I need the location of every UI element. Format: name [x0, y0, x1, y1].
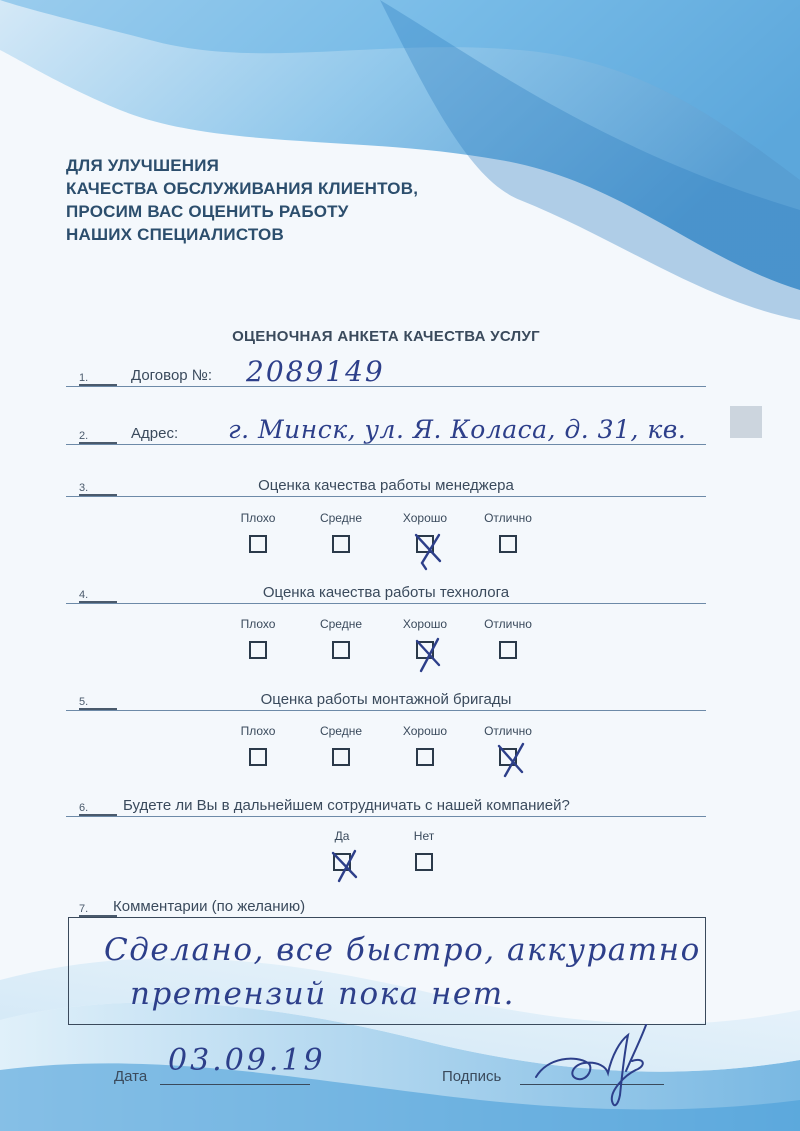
rating-options-manager [215, 511, 555, 559]
option-label: Да [334, 829, 350, 843]
option-label: Средне [319, 617, 363, 631]
intro-line: КАЧЕСТВА ОБСЛУЖИВАНИЯ КЛИЕНТОВ, [66, 179, 419, 198]
question-number: 6. [79, 802, 117, 816]
address-label: Адрес: [131, 425, 179, 442]
comments-label: Комментарии (по желанию) [113, 898, 306, 915]
checkbox[interactable] [415, 853, 433, 871]
intro-line: НАШИХ СПЕЦИАЛИСТОВ [66, 225, 284, 244]
comments-row [66, 893, 706, 917]
checkbox-checked[interactable] [416, 641, 434, 659]
comment-line: Сделано, все быстро, аккуратно [104, 932, 701, 968]
checkbox[interactable] [332, 641, 350, 659]
rating-option [301, 617, 381, 659]
checkbox[interactable] [332, 535, 350, 553]
option-label: Плохо [240, 617, 276, 631]
question-number: 5. [79, 696, 117, 710]
question-number: 2. [79, 430, 117, 444]
check-mark-icon [495, 742, 527, 786]
question-row-manager [66, 472, 706, 497]
yes-no-options [302, 829, 482, 877]
option-label: Нет [413, 829, 435, 843]
checkbox[interactable] [332, 748, 350, 766]
checkbox[interactable] [416, 748, 434, 766]
question-label: Оценка качества работы менеджера [258, 477, 514, 494]
check-mark-icon [329, 847, 361, 891]
checkbox-checked[interactable] [416, 535, 434, 553]
checkbox[interactable] [249, 535, 267, 553]
address-row [66, 415, 706, 445]
option-label: Хорошо [402, 617, 448, 631]
contract-row [66, 355, 706, 388]
rating-options-technologist [215, 617, 555, 665]
question-row-technologist [66, 579, 706, 604]
option-label: Плохо [240, 724, 276, 738]
question-label: Оценка работы монтажной бригады [260, 691, 512, 708]
checkbox-checked[interactable] [499, 748, 517, 766]
rating-option [468, 511, 548, 553]
check-mark-icon [412, 529, 444, 573]
question-label: Будете ли Вы в дальнейшем сотрудничать с нашей компанией? [123, 797, 570, 814]
rating-option [385, 724, 465, 766]
checkbox[interactable] [499, 535, 517, 553]
option-label: Отлично [484, 511, 532, 525]
contract-label: Договор №: [131, 367, 213, 384]
rating-option [218, 617, 298, 659]
question-number: 1. [79, 372, 117, 386]
rating-option [302, 829, 382, 871]
question-label: Оценка качества работы технолога [262, 584, 510, 601]
checkbox[interactable] [499, 641, 517, 659]
rating-option [218, 724, 298, 766]
rating-option [301, 511, 381, 553]
rating-option [468, 617, 548, 659]
rating-options-installation-team [215, 724, 555, 772]
question-row-future-cooperation [66, 792, 706, 817]
contract-number-field[interactable]: 2089149 [246, 355, 385, 388]
intro-line: ПРОСИМ ВАС ОЦЕНИТЬ РАБОТУ [66, 202, 349, 221]
option-label: Средне [319, 511, 363, 525]
option-label: Отлично [484, 724, 532, 738]
checkbox-checked[interactable] [333, 853, 351, 871]
rating-option [218, 511, 298, 553]
signature-image[interactable] [528, 1005, 668, 1115]
question-number: 4. [79, 589, 117, 603]
option-label: Средне [319, 724, 363, 738]
intro-heading [66, 154, 586, 246]
rating-option [385, 511, 465, 553]
question-number: 3. [79, 482, 117, 496]
rating-option [384, 829, 464, 871]
question-number: 7. [79, 903, 117, 917]
form-title: ОЦЕНОЧНАЯ АНКЕТА КАЧЕСТВА УСЛУГ [232, 328, 540, 345]
date-line [160, 1084, 310, 1085]
checkbox[interactable] [249, 748, 267, 766]
date-label: Дата [114, 1068, 148, 1085]
signature-label: Подпись [442, 1068, 502, 1085]
rating-option [301, 724, 381, 766]
redacted-area [730, 406, 762, 438]
question-row-installation-team [66, 686, 706, 711]
option-label: Отлично [484, 617, 532, 631]
checkbox[interactable] [249, 641, 267, 659]
address-field[interactable]: г. Минск, ул. Я. Коласа, д. 31, кв. [228, 415, 687, 444]
comment-line: претензий пока нет. [130, 976, 515, 1012]
check-mark-icon [412, 635, 444, 679]
rating-option [468, 724, 548, 766]
option-label: Плохо [240, 511, 276, 525]
option-label: Хорошо [402, 724, 448, 738]
rating-option [385, 617, 465, 659]
comments-text [104, 928, 744, 1016]
intro-line: ДЛЯ УЛУЧШЕНИЯ [66, 156, 220, 175]
date-field[interactable]: 03.09.19 [168, 1043, 326, 1078]
option-label: Хорошо [402, 511, 448, 525]
